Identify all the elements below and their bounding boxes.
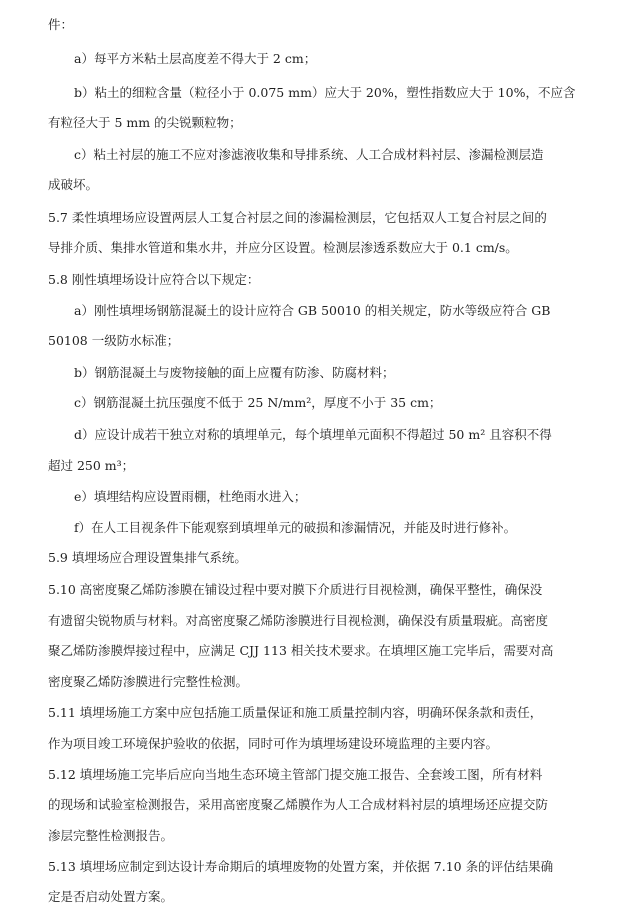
section-5-7: 5.7 柔性填埋场应设置两层人工复合衬层之间的渗漏检测层，它包括双人工复合衬层之间的 [48, 210, 547, 225]
text-line: d）应设计成若干独立对称的填埋单元，每个填埋单元面积不得超过 50 m² 且容积不得 [74, 427, 552, 442]
text-line: 超过 250 m³； [48, 458, 135, 473]
text-line: c）粘土衬层的施工不应对渗滤液收集和导排系统、人工合成材料衬层、渗漏检测层造 [74, 147, 544, 162]
section-5-12: 5.12 填埋场施工完毕后应向当地生态环境主管部门提交施工报告、全套竣工图，所有材料 [48, 767, 543, 782]
text-line: 有遗留尖锐物质与材料。对高密度聚乙烯防渗膜进行目视检测，确保没有质量瑕疵。高密度 [48, 613, 549, 628]
section-5-11: 5.11 填埋场施工方案中应包括施工质量保证和施工质量控制内容，明确环保条款和责任， [48, 705, 543, 720]
text-line: a）每平方米粘土层高度差不得大于 2 cm； [74, 51, 317, 66]
text-line: c）钢筋混凝土抗压强度不低于 25 N/mm²，厚度不小于 35 cm； [74, 395, 442, 410]
section-5-9: 5.9 填埋场应合理设置集排气系统。 [48, 550, 247, 565]
text-line: 的现场和试验室检测报告，采用高密度聚乙烯膜作为人工合成材料衬层的填埋场还应提交防 [48, 797, 549, 812]
text-line: 聚乙烯防渗膜焊接过程中，应满足 CJJ 113 相关技术要求。在填埋区施工完毕后，需要对高 [48, 643, 554, 658]
text-line: 导排介质、集排水管道和集水井，并应分区设置。检测层渗透系数应大于 0.1 cm/s。 [48, 240, 518, 255]
text-line: b）钢筋混凝土与废物接触的面上应覆有防渗、防腐材料； [74, 365, 395, 380]
section-5-13: 5.13 填埋场应制定到达设计寿命期后的填埋废物的处置方案，并依据 7.10 条的评估结果确 [48, 859, 554, 874]
text-line: 定是否启动处置方案。 [48, 889, 174, 904]
text-line: 件： [48, 17, 74, 32]
text-line: 渗层完整性检测报告。 [48, 828, 174, 843]
text-line: 作为项目竣工环境保护验收的依据，同时可作为填埋场建设环境监理的主要内容。 [48, 736, 499, 751]
text-line: e）填埋结构应设置雨棚，杜绝雨水进入； [74, 489, 307, 504]
section-5-8: 5.8 刚性填埋场设计应符合以下规定： [48, 272, 260, 287]
text-line: 有粒径大于 5 mm 的尖锐颗粒物； [48, 115, 242, 130]
text-line: 密度聚乙烯防渗膜进行完整性检测。 [48, 674, 249, 689]
text-line: f）在人工目视条件下能观察到填埋单元的破损和渗漏情况，并能及时进行修补。 [74, 520, 517, 535]
text-line: a）刚性填埋场钢筋混凝土的设计应符合 GB 50010 的相关规定，防水等级应符合 GB [74, 303, 551, 318]
text-line: 成破坏。 [48, 177, 99, 192]
text-line: 50108 一级防水标准； [48, 333, 180, 348]
section-5-10: 5.10 高密度聚乙烯防渗膜在铺设过程中要对膜下介质进行目视检测，确保平整性，确保没 [48, 582, 543, 597]
text-line: b）粘土的细粒含量（粒径小于 0.075 mm）应大于 20%，塑性指数应大于 10%，不应含 [74, 85, 576, 100]
